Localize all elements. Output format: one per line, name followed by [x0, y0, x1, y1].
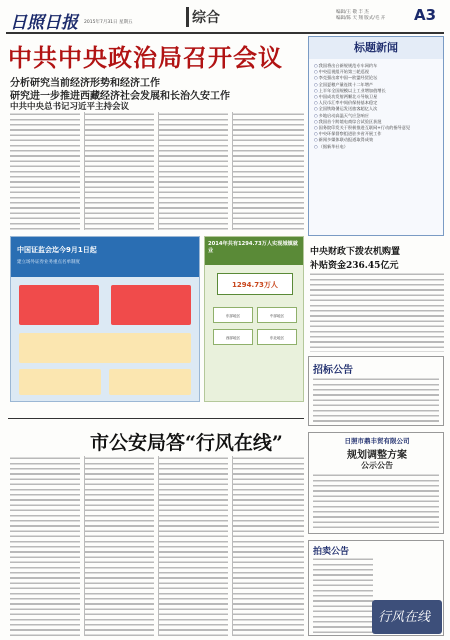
list-item[interactable]: ○ 多地启动高温天气应急响应 — [314, 113, 440, 119]
list-item[interactable]: ○ 我国首个跨境电商综合试验区获批 — [314, 119, 440, 125]
tender-notice-text — [313, 377, 439, 423]
region-box: 东北地区 — [257, 329, 297, 345]
tender-notice-title: 招标公告 — [313, 365, 353, 376]
region-box: 东部地区 — [213, 307, 253, 323]
column-1 — [10, 112, 80, 230]
list-item[interactable]: ○ 人民币汇率中间价保持基本稳定 — [314, 100, 440, 106]
infographic-securities — [10, 236, 200, 402]
infographic-panel-yellow — [19, 333, 191, 363]
list-item[interactable]: ○ 全国铁路暑运发送旅客超亿人次 — [314, 106, 440, 112]
infographic-panel-yellow — [109, 369, 191, 395]
police-article-columns — [10, 456, 304, 636]
column-2 — [84, 112, 154, 230]
headline-news-list — [314, 63, 440, 150]
planning-notice-title: 规划调整方案 — [347, 450, 407, 461]
column-4 — [232, 112, 304, 230]
infographic-subtitle: 建立场外证券业务重点名单制度 — [17, 260, 80, 265]
headline-news-box — [308, 36, 444, 236]
main-subheadline-2: 研究进一步推进西藏经济社会发展和长治久安工作 — [10, 91, 230, 102]
region-box: 西部地区 — [213, 329, 253, 345]
list-item[interactable]: ○ 国务院印发关于积极推进互联网+行动的指导意见 — [314, 125, 440, 131]
column-1 — [10, 456, 80, 636]
column-3 — [158, 112, 228, 230]
infographic-panel-red — [19, 285, 99, 325]
auction-notice-text — [313, 557, 373, 633]
main-headline: 中共中央政治局召开会议 — [8, 43, 283, 72]
list-item[interactable]: ○ 中央环保督察组进驻多省开展工作 — [314, 131, 440, 137]
editor-credit: 编辑/王 敬 丰 杰 编辑/陈 天 翔 版式/毛 卉 — [336, 10, 386, 21]
list-item[interactable]: ○ （据新华社电） — [314, 144, 440, 150]
side-story-headline-2: 补贴资金236.45亿元 — [310, 261, 399, 271]
headline-news-title: 标题新闻 — [309, 37, 443, 59]
employment-total: 1294.73万人 — [217, 273, 293, 295]
column-4 — [232, 456, 304, 636]
column-brand-mark-text: 行风在线 — [378, 610, 431, 625]
side-story-text — [310, 272, 444, 352]
planning-notice-company: 日照市鼎丰贸有限公司 — [344, 437, 410, 445]
list-item[interactable]: ○ 中央巡视组开始第三轮巡视 — [314, 69, 440, 75]
planning-notice-subtitle: 公示公告 — [361, 460, 393, 470]
planning-notice — [308, 432, 444, 534]
list-item[interactable]: ○ 李克强出席中国—欧盟经贸论坛 — [314, 75, 440, 81]
infographic-title: 中国证监会迄今9月1日起 — [17, 246, 97, 254]
side-story-headline-1: 中央财政下拨农机购置 — [310, 247, 401, 257]
list-item[interactable]: ○ 我国将出台新规规范专车网约车 — [314, 63, 440, 69]
list-item[interactable]: ○ 中国成功发射两颗北斗导航卫星 — [314, 94, 440, 100]
page-number: A3 — [414, 6, 437, 24]
list-item[interactable]: ○ 新闻多媒体联动报道取得成效 — [314, 137, 440, 143]
newspaper-brand: 日照日报 — [10, 13, 78, 33]
section-tag: 综合 — [186, 7, 220, 27]
list-item[interactable]: ○ 全国夏粮产量连续十二年增产 — [314, 82, 440, 88]
column-2 — [84, 456, 154, 636]
masthead — [6, 4, 444, 34]
column-3 — [158, 456, 228, 636]
infographic-panel-yellow — [19, 369, 101, 395]
column-brand-mark — [372, 600, 442, 634]
police-bureau-headline: 市公安局答“行风在线” — [90, 432, 283, 454]
auction-notice-title: 拍卖公告 — [313, 547, 350, 557]
infographic-panel-red — [111, 285, 191, 325]
planning-notice-text — [313, 473, 439, 531]
tender-notice — [308, 356, 444, 426]
main-subheadline-1: 分析研究当前经济形势和经济工作 — [10, 78, 160, 89]
infographic-header — [11, 237, 200, 277]
issue-date: 2015年7月31日 星期五 — [84, 20, 133, 25]
infographic-employment-title: 2014年共有1294.73万人实现城镇就业 — [208, 241, 298, 254]
infographic-employment-header — [205, 237, 304, 265]
region-box: 中部地区 — [257, 307, 297, 323]
main-article-columns — [10, 112, 304, 230]
divider — [8, 418, 304, 419]
infographic-employment — [204, 236, 304, 402]
main-subheadline-3: 中共中央总书记习近平主持会议 — [10, 102, 130, 112]
list-item[interactable]: ○ 上半年全国规模以上工业增加值增长 — [314, 88, 440, 94]
